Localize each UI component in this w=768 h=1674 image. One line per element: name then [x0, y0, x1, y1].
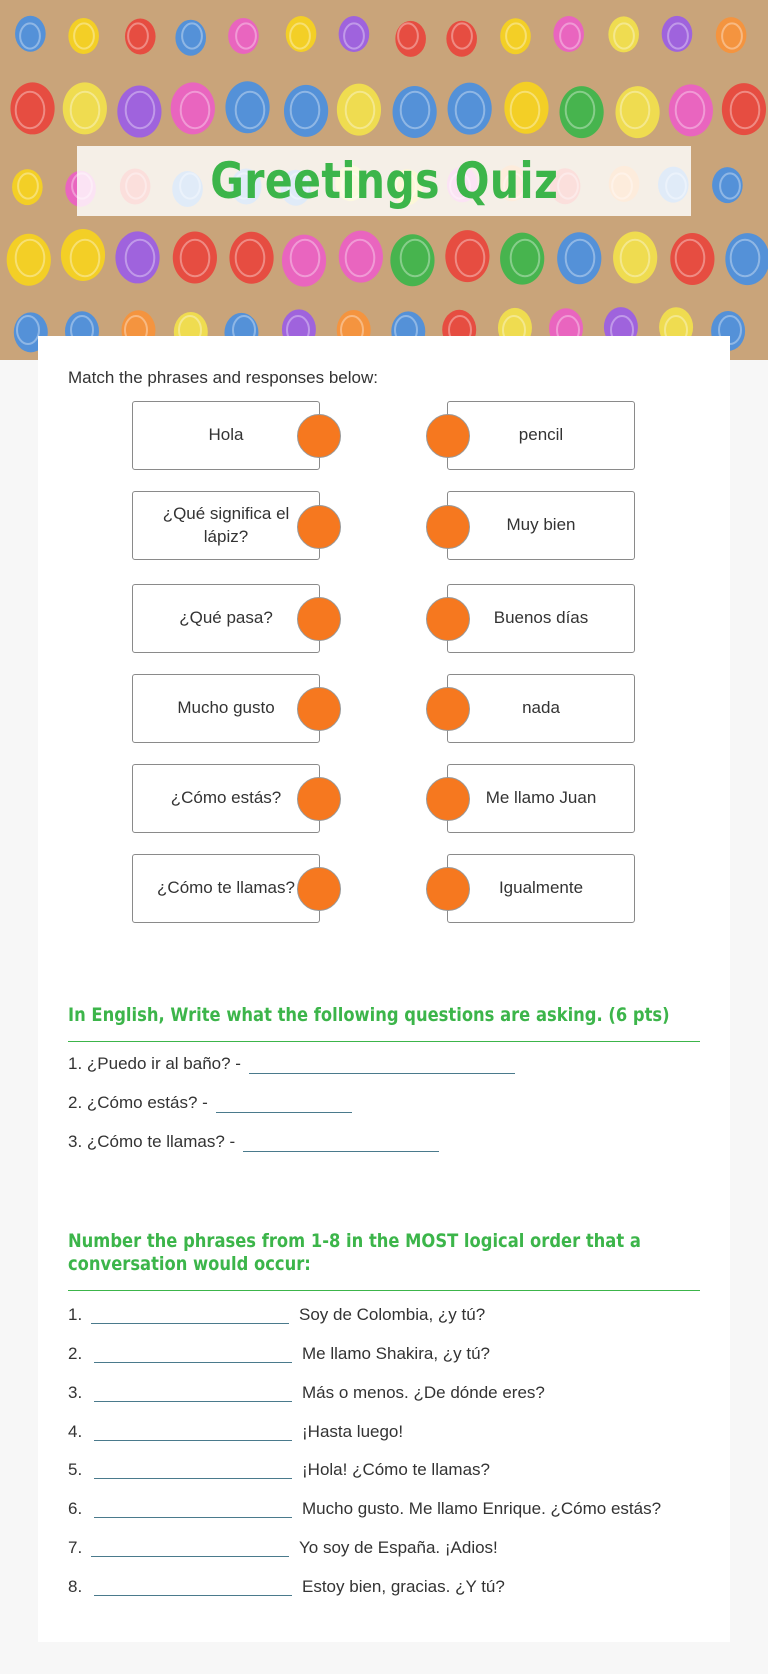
english-answer-2-input[interactable] [216, 1093, 352, 1113]
english-question-1 [68, 1054, 515, 1074]
english-question-3-text: 3. ¿Cómo te llamas? - [68, 1132, 236, 1151]
english-answer-1-input[interactable] [249, 1054, 515, 1074]
order-section-heading: Number the phrases from 1-8 in the MOST logical order that a conversation would occur: [68, 1230, 641, 1275]
order-item-1-input[interactable] [91, 1323, 289, 1324]
order-item-6-text: Mucho gusto. Me llamo Enrique. ¿Cómo estás? [302, 1499, 662, 1518]
match-left-connector-1[interactable] [297, 414, 341, 458]
match-right-5[interactable]: Me llamo Juan [447, 764, 635, 833]
match-right-1[interactable]: pencil [447, 401, 635, 470]
match-left-5[interactable]: ¿Cómo estás? [132, 764, 320, 833]
order-item-8-input[interactable] [94, 1595, 292, 1596]
match-left-2[interactable]: ¿Qué significa el lápiz? [132, 491, 320, 560]
order-item-8-text: Estoy bien, gracias. ¿Y tú? [302, 1577, 505, 1596]
order-item-4-text: ¡Hasta luego! [302, 1422, 404, 1441]
match-left-1[interactable]: Hola [132, 401, 320, 470]
english-question-3 [68, 1132, 439, 1152]
order-item-3-input[interactable] [94, 1401, 292, 1402]
match-left-connector-4[interactable] [297, 687, 341, 731]
order-item-2-number: 2. [68, 1344, 83, 1363]
match-left-4[interactable]: Mucho gusto [132, 674, 320, 743]
match-left-6[interactable]: ¿Cómo te llamas? [132, 854, 320, 923]
order-item-5-text: ¡Hola! ¿Cómo te llamas? [302, 1460, 491, 1479]
order-item-5-number: 5. [68, 1460, 83, 1479]
order-item-3-number: 3. [68, 1383, 83, 1402]
match-right-connector-3[interactable] [426, 597, 470, 641]
english-section-heading: In English, Write what the following questions are asking. (6 pts) [68, 1004, 670, 1026]
order-item-6-number: 6. [68, 1499, 83, 1518]
english-question-2-text: 2. ¿Cómo estás? - [68, 1093, 208, 1112]
order-item-7-input[interactable] [91, 1556, 289, 1557]
match-right-4[interactable]: nada [447, 674, 635, 743]
match-left-connector-5[interactable] [297, 777, 341, 821]
english-question-2 [68, 1093, 352, 1113]
match-right-6[interactable]: Igualmente [447, 854, 635, 923]
order-item-1-number: 1. [68, 1305, 83, 1324]
match-right-connector-5[interactable] [426, 777, 470, 821]
order-item-4-input[interactable] [94, 1440, 292, 1441]
page-title: Greetings Quiz [209, 152, 559, 210]
order-item-4-number: 4. [68, 1422, 83, 1441]
english-answer-3-input[interactable] [243, 1132, 439, 1152]
match-left-connector-3[interactable] [297, 597, 341, 641]
order-item-8-number: 8. [68, 1577, 83, 1596]
order-item-7-number: 7. [68, 1538, 83, 1557]
title-box [77, 146, 691, 216]
match-right-connector-1[interactable] [426, 414, 470, 458]
header-banner [0, 0, 768, 360]
match-right-connector-2[interactable] [426, 505, 470, 549]
match-instruction: Match the phrases and responses below: [68, 368, 378, 387]
order-item-6-input[interactable] [94, 1517, 292, 1518]
order-item-1-text: Soy de Colombia, ¿y tú? [299, 1305, 486, 1324]
order-item-2-text: Me llamo Shakira, ¿y tú? [302, 1344, 491, 1363]
match-right-connector-6[interactable] [426, 867, 470, 911]
order-section-rule [68, 1290, 700, 1291]
match-left-connector-2[interactable] [297, 505, 341, 549]
match-right-2[interactable]: Muy bien [447, 491, 635, 560]
match-left-3[interactable]: ¿Qué pasa? [132, 584, 320, 653]
order-item-3-text: Más o menos. ¿De dónde eres? [302, 1383, 545, 1402]
english-section-rule [68, 1041, 700, 1042]
order-item-7-text: Yo soy de España. ¡Adios! [299, 1538, 498, 1557]
match-right-connector-4[interactable] [426, 687, 470, 731]
match-right-3[interactable]: Buenos días [447, 584, 635, 653]
match-left-connector-6[interactable] [297, 867, 341, 911]
order-item-2-input[interactable] [94, 1362, 292, 1363]
order-item-5-input[interactable] [94, 1478, 292, 1479]
english-question-1-text: 1. ¿Puedo ir al baño? - [68, 1054, 241, 1073]
